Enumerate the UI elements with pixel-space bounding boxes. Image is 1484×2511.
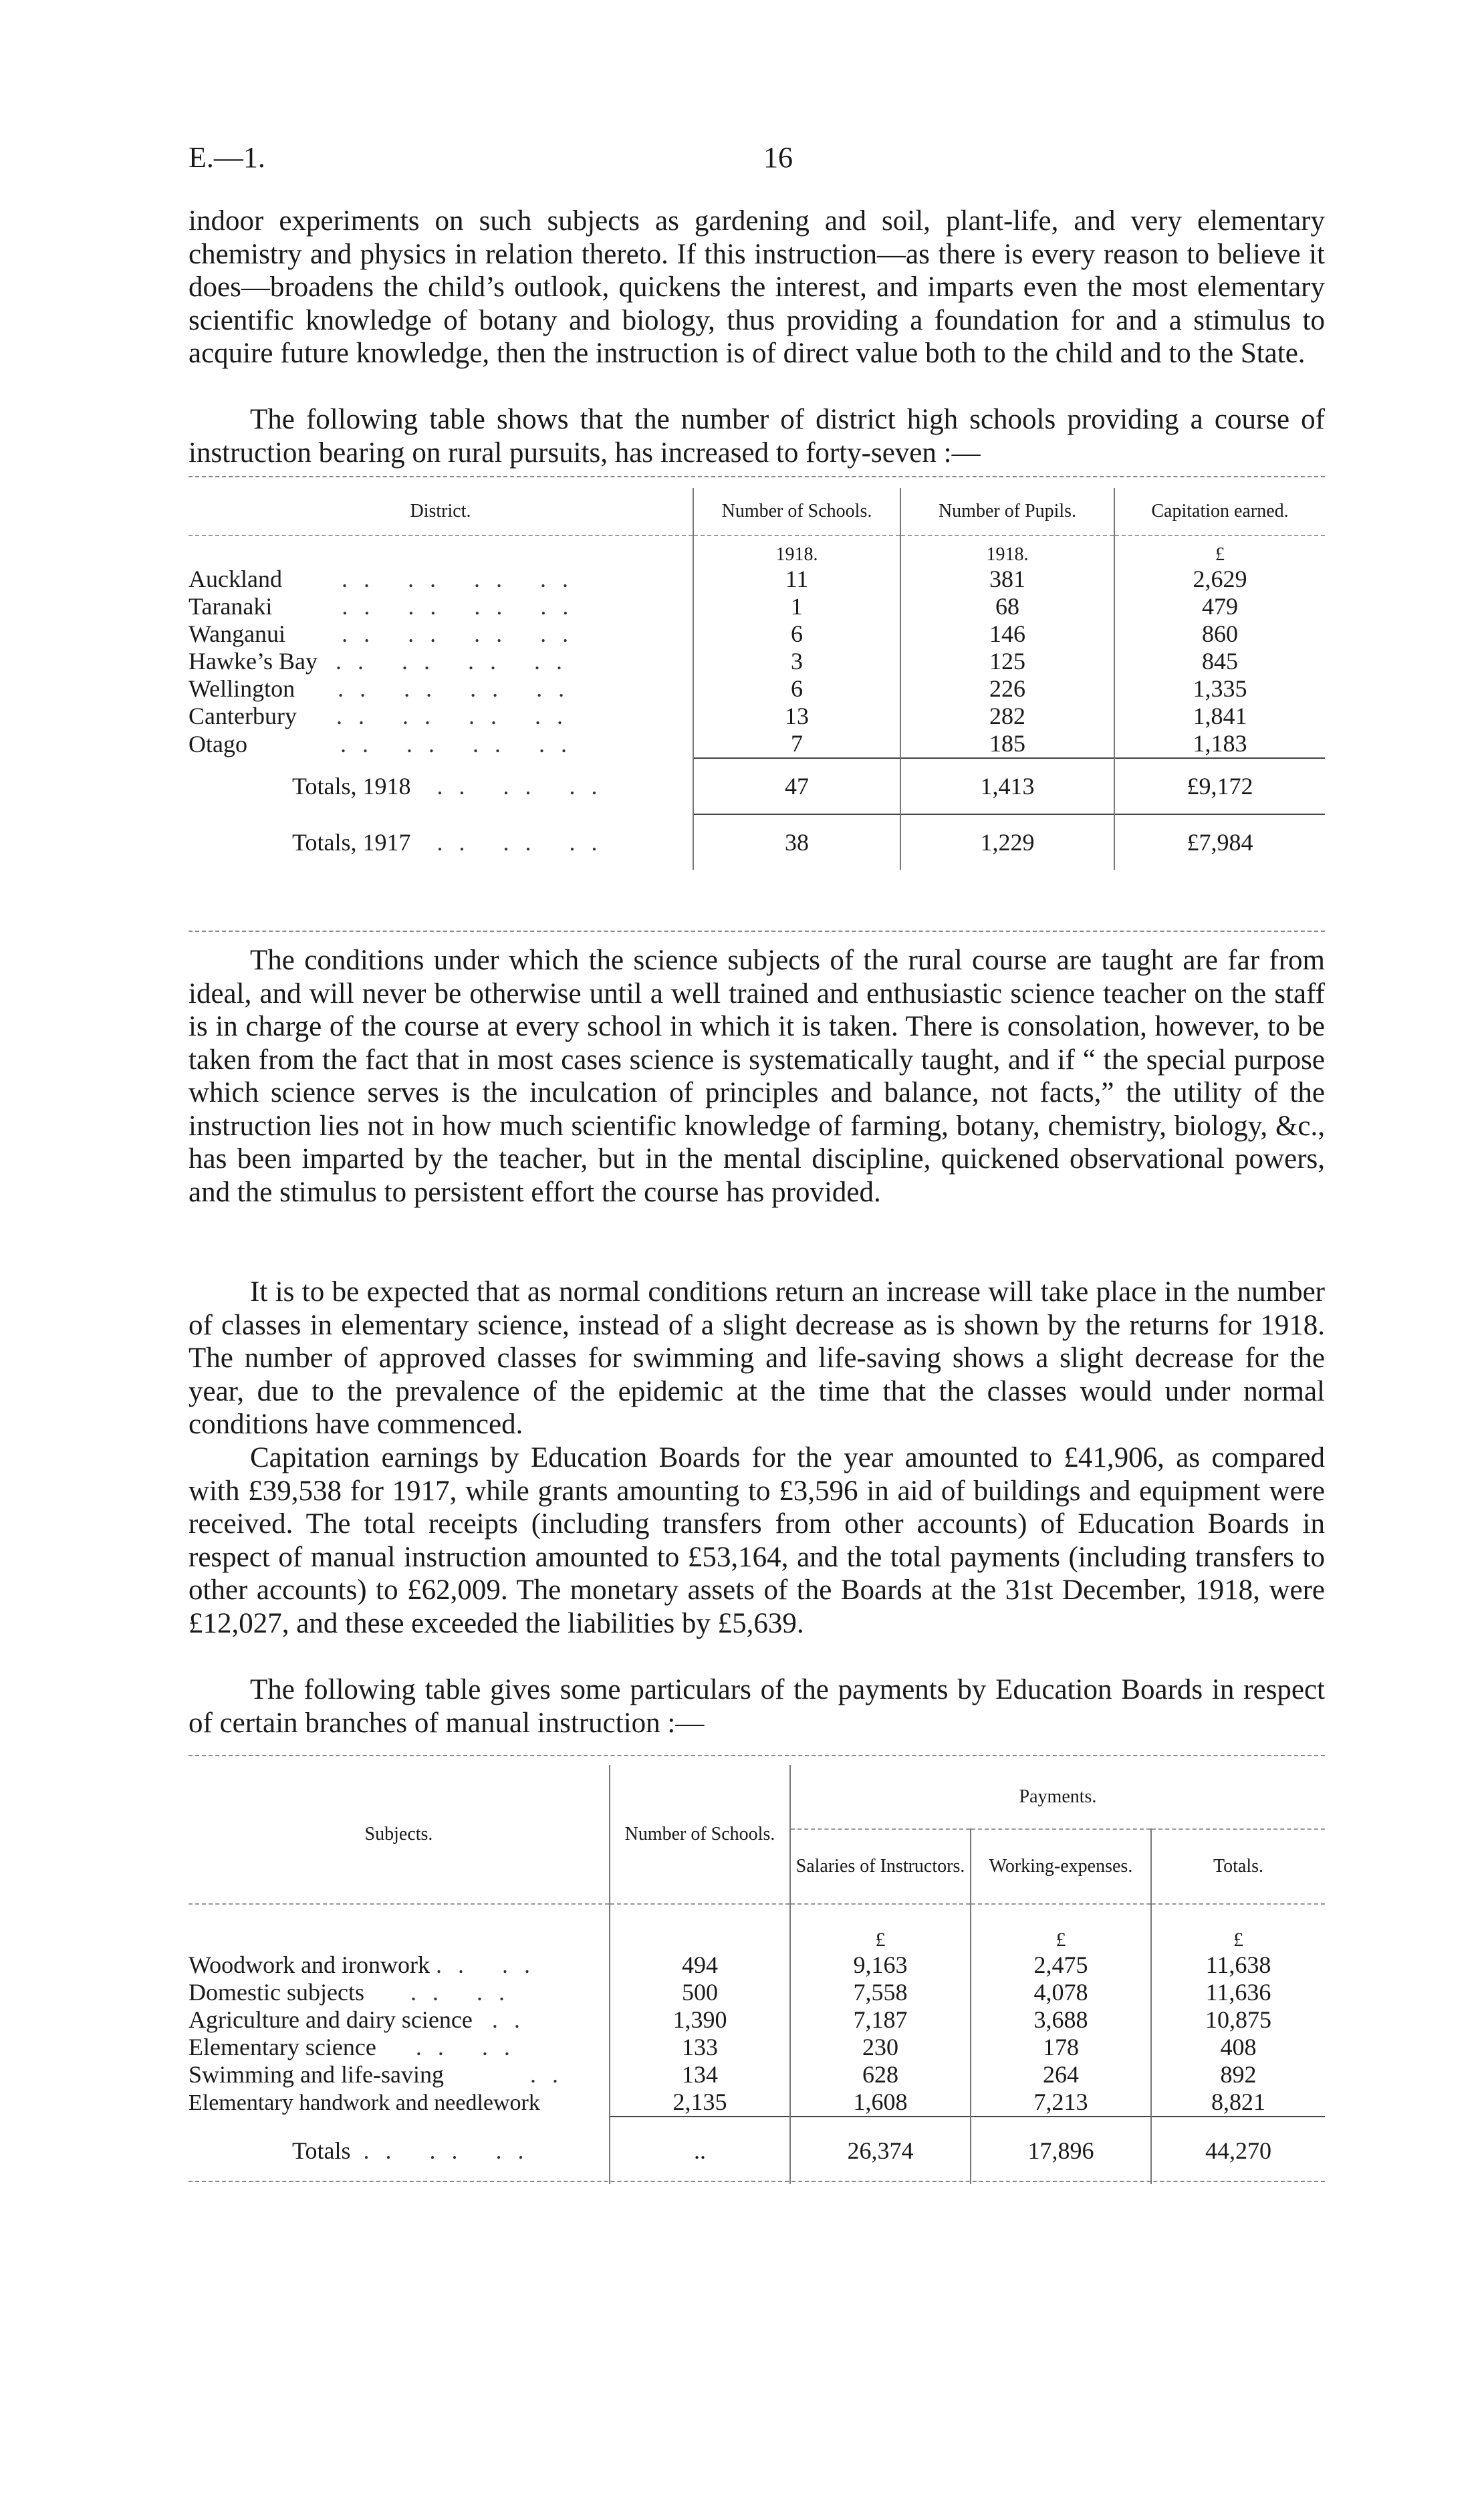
table1-bottom-rule	[189, 931, 1325, 932]
table-row	[189, 593, 1325, 620]
table-row	[189, 566, 1325, 593]
table-row	[189, 1979, 1325, 2006]
working-cell: 7,213	[971, 2088, 1151, 2117]
district-name: Wellington	[189, 675, 295, 702]
totals-cell: 408	[1151, 2034, 1325, 2061]
salaries-total: 26,374	[790, 2117, 971, 2184]
schools-total: 47	[693, 758, 900, 814]
subject-name: Agriculture and dairy science	[189, 2006, 473, 2033]
report-reference: E.—1.	[189, 141, 265, 174]
schools-cell: 6	[693, 620, 900, 648]
col-header-totals: Totals.	[1151, 1829, 1325, 1904]
district-name: Hawke’s Bay	[189, 648, 318, 675]
pupils-cell: 68	[900, 593, 1114, 620]
grand-total: 44,270	[1151, 2117, 1325, 2184]
schools-cell: 3	[693, 648, 900, 675]
capitation-cell: 479	[1114, 593, 1325, 620]
table-row	[189, 675, 1325, 703]
capitation-cell: 2,629	[1114, 566, 1325, 593]
paragraph-1: indoor experiments on such subjects as gardening and soil, plant-life, and very elementary chemistry and physics in relation thereto. If this instruction—as there is every reason to believe it does—broadens the child’s outlook, quickens the interest, and imparts even the most elementary scientific knowledge of botany and biology, thus providing a foundation for and a stimulus to acquire future knowledge, then the instruction is of direct value both to the child and to the State.	[189, 205, 1325, 369]
page-header	[189, 140, 1325, 181]
schools-cell: 2,135	[610, 2088, 790, 2117]
table-row	[189, 2034, 1325, 2061]
salaries-cell: 230	[790, 2034, 971, 2061]
totals-cell: 11,638	[1151, 1951, 1325, 1979]
pupils-cell: 282	[900, 703, 1114, 730]
leader-dots: ..	[491, 2006, 536, 2033]
table-row	[189, 1951, 1325, 1979]
schools-cell: 134	[610, 2061, 790, 2088]
leader-dots: .. .. .. ..	[338, 675, 581, 702]
table-row	[189, 620, 1325, 648]
leader-dots: .. ..	[436, 1951, 547, 1978]
schools-cell: 1	[693, 593, 900, 620]
col-header-salaries: Salaries of Instructors.	[790, 1829, 971, 1904]
leader-dots: .. .. .. ..	[340, 730, 583, 757]
totals-cell: 8,821	[1151, 2088, 1325, 2117]
col-header-schools: Number of Schools.	[610, 1765, 790, 1904]
leader-dots: .. .. .. ..	[336, 703, 579, 729]
salaries-cell: 7,558	[790, 1979, 971, 2006]
paragraph-5: Capitation earnings by Education Boards for the year amounted to £41,906, as compared with £39,538 for 1917, while grants amounting to £3,596 in aid of buildings and equipment were received. The total receipts (including transfers from other accounts) of Education Boards in respect of manual instruction amounted to £53,164, and the total payments (including transfers to other accounts) to £62,009. The monetary assets of the Boards at the 31st December, 1918, were £12,027, and these exceeded the liabilities by £5,639.	[189, 1442, 1325, 1639]
working-cell: 2,475	[971, 1951, 1151, 1979]
schools-cell: 133	[610, 2034, 790, 2061]
unit-working: £	[971, 1904, 1151, 1951]
leader-dots: .. ..	[415, 2034, 526, 2060]
table-row	[189, 2088, 1325, 2117]
schools-cell: 11	[693, 566, 900, 593]
col-header-district: District.	[189, 488, 693, 535]
totals-cell: 892	[1151, 2061, 1325, 2088]
table2-totals-row	[189, 2117, 1325, 2184]
col-header-payments: Payments.	[790, 1765, 1325, 1829]
table1-top-rule	[189, 476, 1325, 477]
schools-cell: 13	[693, 703, 900, 730]
unit-pupils: 1918.	[900, 535, 1114, 566]
page-number: 16	[763, 141, 793, 174]
leader-dots: .. .. ..	[437, 773, 614, 800]
totals-cell: 10,875	[1151, 2006, 1325, 2034]
col-header-schools: Number of Schools.	[693, 488, 900, 535]
salaries-cell: 7,187	[790, 2006, 971, 2034]
district-name: Wanganui	[189, 620, 286, 647]
schools-total: ..	[610, 2117, 790, 2184]
unit-schools: 1918.	[693, 535, 900, 566]
leader-dots: .. .. ..	[437, 828, 614, 856]
capitation-cell: 1,335	[1114, 675, 1325, 703]
pupils-cell: 381	[900, 566, 1114, 593]
capitation-cell: 860	[1114, 620, 1325, 648]
table2-unit-row	[189, 1904, 1325, 1951]
salaries-cell: 628	[790, 2061, 971, 2088]
manual-instruction-payments-table	[189, 1765, 1325, 2184]
table-row	[189, 730, 1325, 758]
salaries-cell: 1,608	[790, 2088, 971, 2117]
subject-name: Woodwork and ironwork	[189, 1951, 430, 1978]
subject-name: Elementary handwork and needlework	[189, 2090, 540, 2115]
capitation-cell: 1,183	[1114, 730, 1325, 758]
schools-cell: 6	[693, 675, 900, 703]
table2-bottom-rule	[189, 2181, 1325, 2182]
district-schools-table	[189, 488, 1325, 870]
leader-dots: .. .. .. ..	[342, 593, 585, 620]
salaries-cell: 9,163	[790, 1951, 971, 1979]
table-row	[189, 2061, 1325, 2088]
col-header-subjects: Subjects.	[189, 1765, 610, 1904]
working-cell: 3,688	[971, 2006, 1151, 2034]
table1-unit-row	[189, 535, 1325, 566]
leader-dots: .. .. ..	[363, 2137, 540, 2164]
paragraph-6: The following table gives some particulars of the payments by Education Boards in respect of certain branches of manual instruction :—	[189, 1674, 1325, 1739]
table2-header-row-1	[189, 1765, 1325, 1829]
totals-1917-row	[189, 814, 1325, 870]
schools-cell: 7	[693, 730, 900, 758]
paragraph-2: The following table shows that the number of district high schools providing a course of instruction bearing on rural pursuits, has increased to forty-seven :—	[189, 404, 1325, 469]
district-name: Taranaki	[189, 593, 273, 620]
subject-name: Domestic subjects	[189, 1979, 364, 2006]
leader-dots: .. ..	[410, 1979, 521, 2006]
schools-cell: 494	[610, 1951, 790, 1979]
district-name: Canterbury	[189, 703, 297, 729]
subject-name: Elementary science	[189, 2034, 376, 2060]
working-cell: 4,078	[971, 1979, 1151, 2006]
unit-totals: £	[1151, 1904, 1325, 1951]
totals-label: Totals, 1917	[292, 828, 411, 856]
col-header-working: Working-expenses.	[971, 1829, 1151, 1904]
totals-1918-row	[189, 758, 1325, 814]
district-name: Otago	[189, 730, 247, 757]
capitation-total: £9,172	[1114, 758, 1325, 814]
pupils-total: 1,229	[900, 814, 1114, 870]
subject-name: Swimming and life-saving	[189, 2061, 444, 2088]
capitation-cell: 1,841	[1114, 703, 1325, 730]
capitation-total: £7,984	[1114, 814, 1325, 870]
working-cell: 178	[971, 2034, 1151, 2061]
paragraph-3: The conditions under which the science subjects of the rural course are taught are far from ideal, and will never be otherwise until a well trained and enthusiastic science teacher on the staff is in charge of the course at every school in which it is taken. There is consolation, however, to be taken from the fact that in most cases science is systematically taught, and if “ the special purpose which science serves is the inculcation of principles and balance, not facts,” the utility of the instruction lies not in how much scientific knowledge of farming, botany, chemistry, biology, &c., has been imparted by the teacher, but in the mental discipline, quickened observational powers, and the stimulus to persistent effort the course has provided.	[189, 945, 1325, 1208]
paragraph-4: It is to be expected that as normal conditions return an increase will take place in the number of classes in elementary science, instead of a slight decrease as is shown by the returns for 1918. The number of approved classes for swimming and life-saving shows a slight decrease for the year, due to the prevalence of the epidemic at the time that the classes would under normal conditions have commenced.	[189, 1276, 1325, 1440]
totals-label: Totals, 1918	[292, 773, 411, 800]
table-row	[189, 2006, 1325, 2034]
leader-dots: .. .. .. ..	[341, 566, 584, 592]
district-name: Auckland	[189, 566, 282, 592]
table1-header-row	[189, 488, 1325, 535]
schools-total: 38	[693, 814, 900, 870]
table2-top-rule	[189, 1755, 1325, 1756]
col-header-capitation: Capitation earned.	[1114, 488, 1325, 535]
schools-cell: 500	[610, 1979, 790, 2006]
capitation-cell: 845	[1114, 648, 1325, 675]
pupils-cell: 125	[900, 648, 1114, 675]
pupils-cell: 185	[900, 730, 1114, 758]
totals-label: Totals	[292, 2137, 351, 2164]
leader-dots: .. .. .. ..	[335, 648, 578, 675]
schools-cell: 1,390	[610, 2006, 790, 2034]
col-header-pupils: Number of Pupils.	[900, 488, 1114, 535]
totals-cell: 11,636	[1151, 1979, 1325, 2006]
working-total: 17,896	[971, 2117, 1151, 2184]
working-cell: 264	[971, 2061, 1151, 2088]
pupils-cell: 146	[900, 620, 1114, 648]
table-row	[189, 703, 1325, 730]
pupils-total: 1,413	[900, 758, 1114, 814]
unit-salaries: £	[790, 1904, 971, 1951]
table-row	[189, 648, 1325, 675]
leader-dots: ..	[529, 2061, 574, 2088]
unit-capitation: £	[1114, 535, 1325, 566]
leader-dots: .. .. .. ..	[342, 620, 585, 647]
pupils-cell: 226	[900, 675, 1114, 703]
